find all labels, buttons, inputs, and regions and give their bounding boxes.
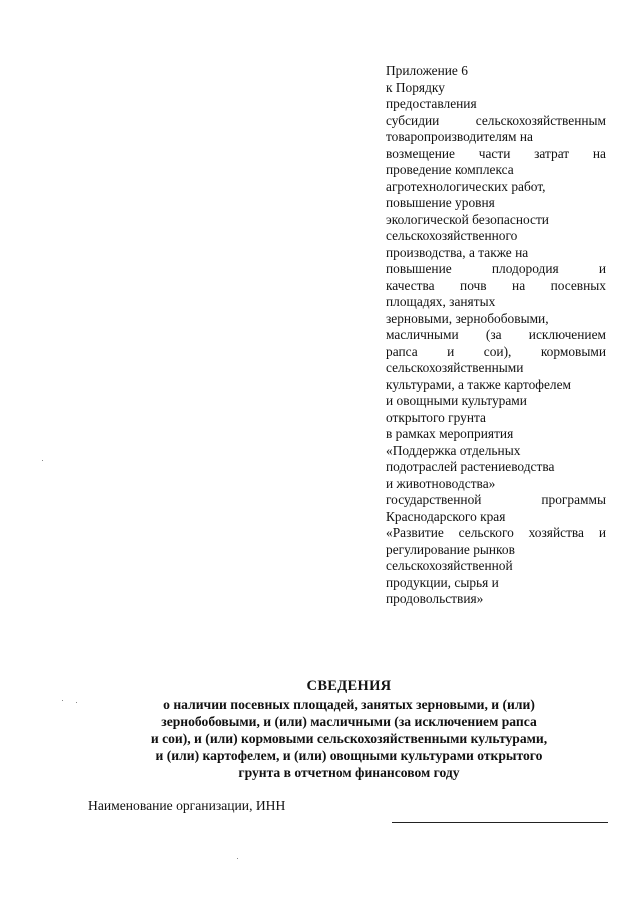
appendix-line: Краснодарского края bbox=[386, 508, 506, 524]
organization-input-line bbox=[392, 822, 608, 823]
document-heading: СВЕДЕНИЯ bbox=[306, 678, 392, 694]
appendix-line: государственной программы bbox=[386, 492, 606, 507]
appendix-line: повышение уровня bbox=[386, 195, 495, 210]
appendix-line: «Развитие сельского хозяйства и bbox=[386, 525, 606, 540]
appendix-line: агротехнологических работ, bbox=[386, 178, 546, 194]
document-title-line: грунта в отчетном финансовом году bbox=[238, 765, 460, 780]
document-subtitle bbox=[60, 696, 638, 781]
appendix-line: «Поддержка отдельных bbox=[386, 442, 521, 458]
appendix-line: культурами, а также картофелем bbox=[386, 376, 572, 392]
appendix-line: и животноводства» bbox=[386, 475, 496, 491]
appendix-line: регулирование рынков bbox=[386, 541, 515, 557]
appendix-line: продукции, сырья и bbox=[386, 574, 499, 590]
organization-label: Наименование организации, ИНН bbox=[88, 798, 286, 813]
appendix-line: экологической безопасности bbox=[386, 211, 549, 227]
appendix-line: рапса и сои), кормовыми bbox=[386, 343, 606, 359]
appendix-line: повышение плодородия и bbox=[386, 261, 606, 276]
appendix-line: возмещение части затрат на bbox=[386, 145, 606, 161]
appendix-line: и овощными культурами bbox=[386, 393, 527, 408]
appendix-line: подотраслей растениеводства bbox=[386, 459, 555, 474]
appendix-line: производства, а также на bbox=[386, 244, 529, 260]
appendix-line: качества почв на посевных bbox=[386, 277, 606, 293]
appendix-line: Приложение 6 bbox=[386, 63, 468, 78]
appendix-line: масличными (за исключением bbox=[386, 327, 606, 342]
appendix-line: товаропроизводителям на bbox=[386, 129, 533, 144]
appendix-line: открытого грунта bbox=[386, 409, 486, 425]
scan-speck bbox=[62, 700, 63, 701]
appendix-line: зерновыми, зернобобовыми, bbox=[386, 310, 549, 326]
appendix-line: сельскохозяйственными bbox=[386, 360, 524, 375]
appendix-line: к Порядку bbox=[386, 79, 445, 95]
document-title-line: зернобобовыми, и (или) масличными (за исключением рапса bbox=[161, 714, 537, 729]
appendix-line: сельскохозяйственной bbox=[386, 558, 513, 573]
document-title-line: о наличии посевных площадей, занятых зерновыми, и (или) bbox=[163, 697, 535, 712]
document-title-line: и сои), и (или) кормовыми сельскохозяйственными культурами, bbox=[150, 731, 548, 746]
appendix-line: площадях, занятых bbox=[386, 294, 496, 309]
scan-speck bbox=[76, 702, 77, 703]
appendix-line: сельскохозяйственного bbox=[386, 228, 518, 243]
appendix-line: в рамках мероприятия bbox=[386, 426, 514, 441]
appendix-line: предоставления bbox=[386, 96, 477, 111]
appendix-line: продовольствия» bbox=[386, 591, 484, 606]
document-title-block bbox=[60, 678, 638, 781]
document-title-line: и (или) картофелем, и (или) овощными культурами открытого bbox=[155, 748, 543, 763]
appendix-line: субсидии сельскохозяйственным bbox=[386, 112, 606, 128]
scan-speck bbox=[42, 460, 43, 461]
appendix-reference-block bbox=[386, 63, 606, 608]
scan-speck bbox=[237, 858, 238, 859]
appendix-line: проведение комплекса bbox=[386, 162, 514, 177]
